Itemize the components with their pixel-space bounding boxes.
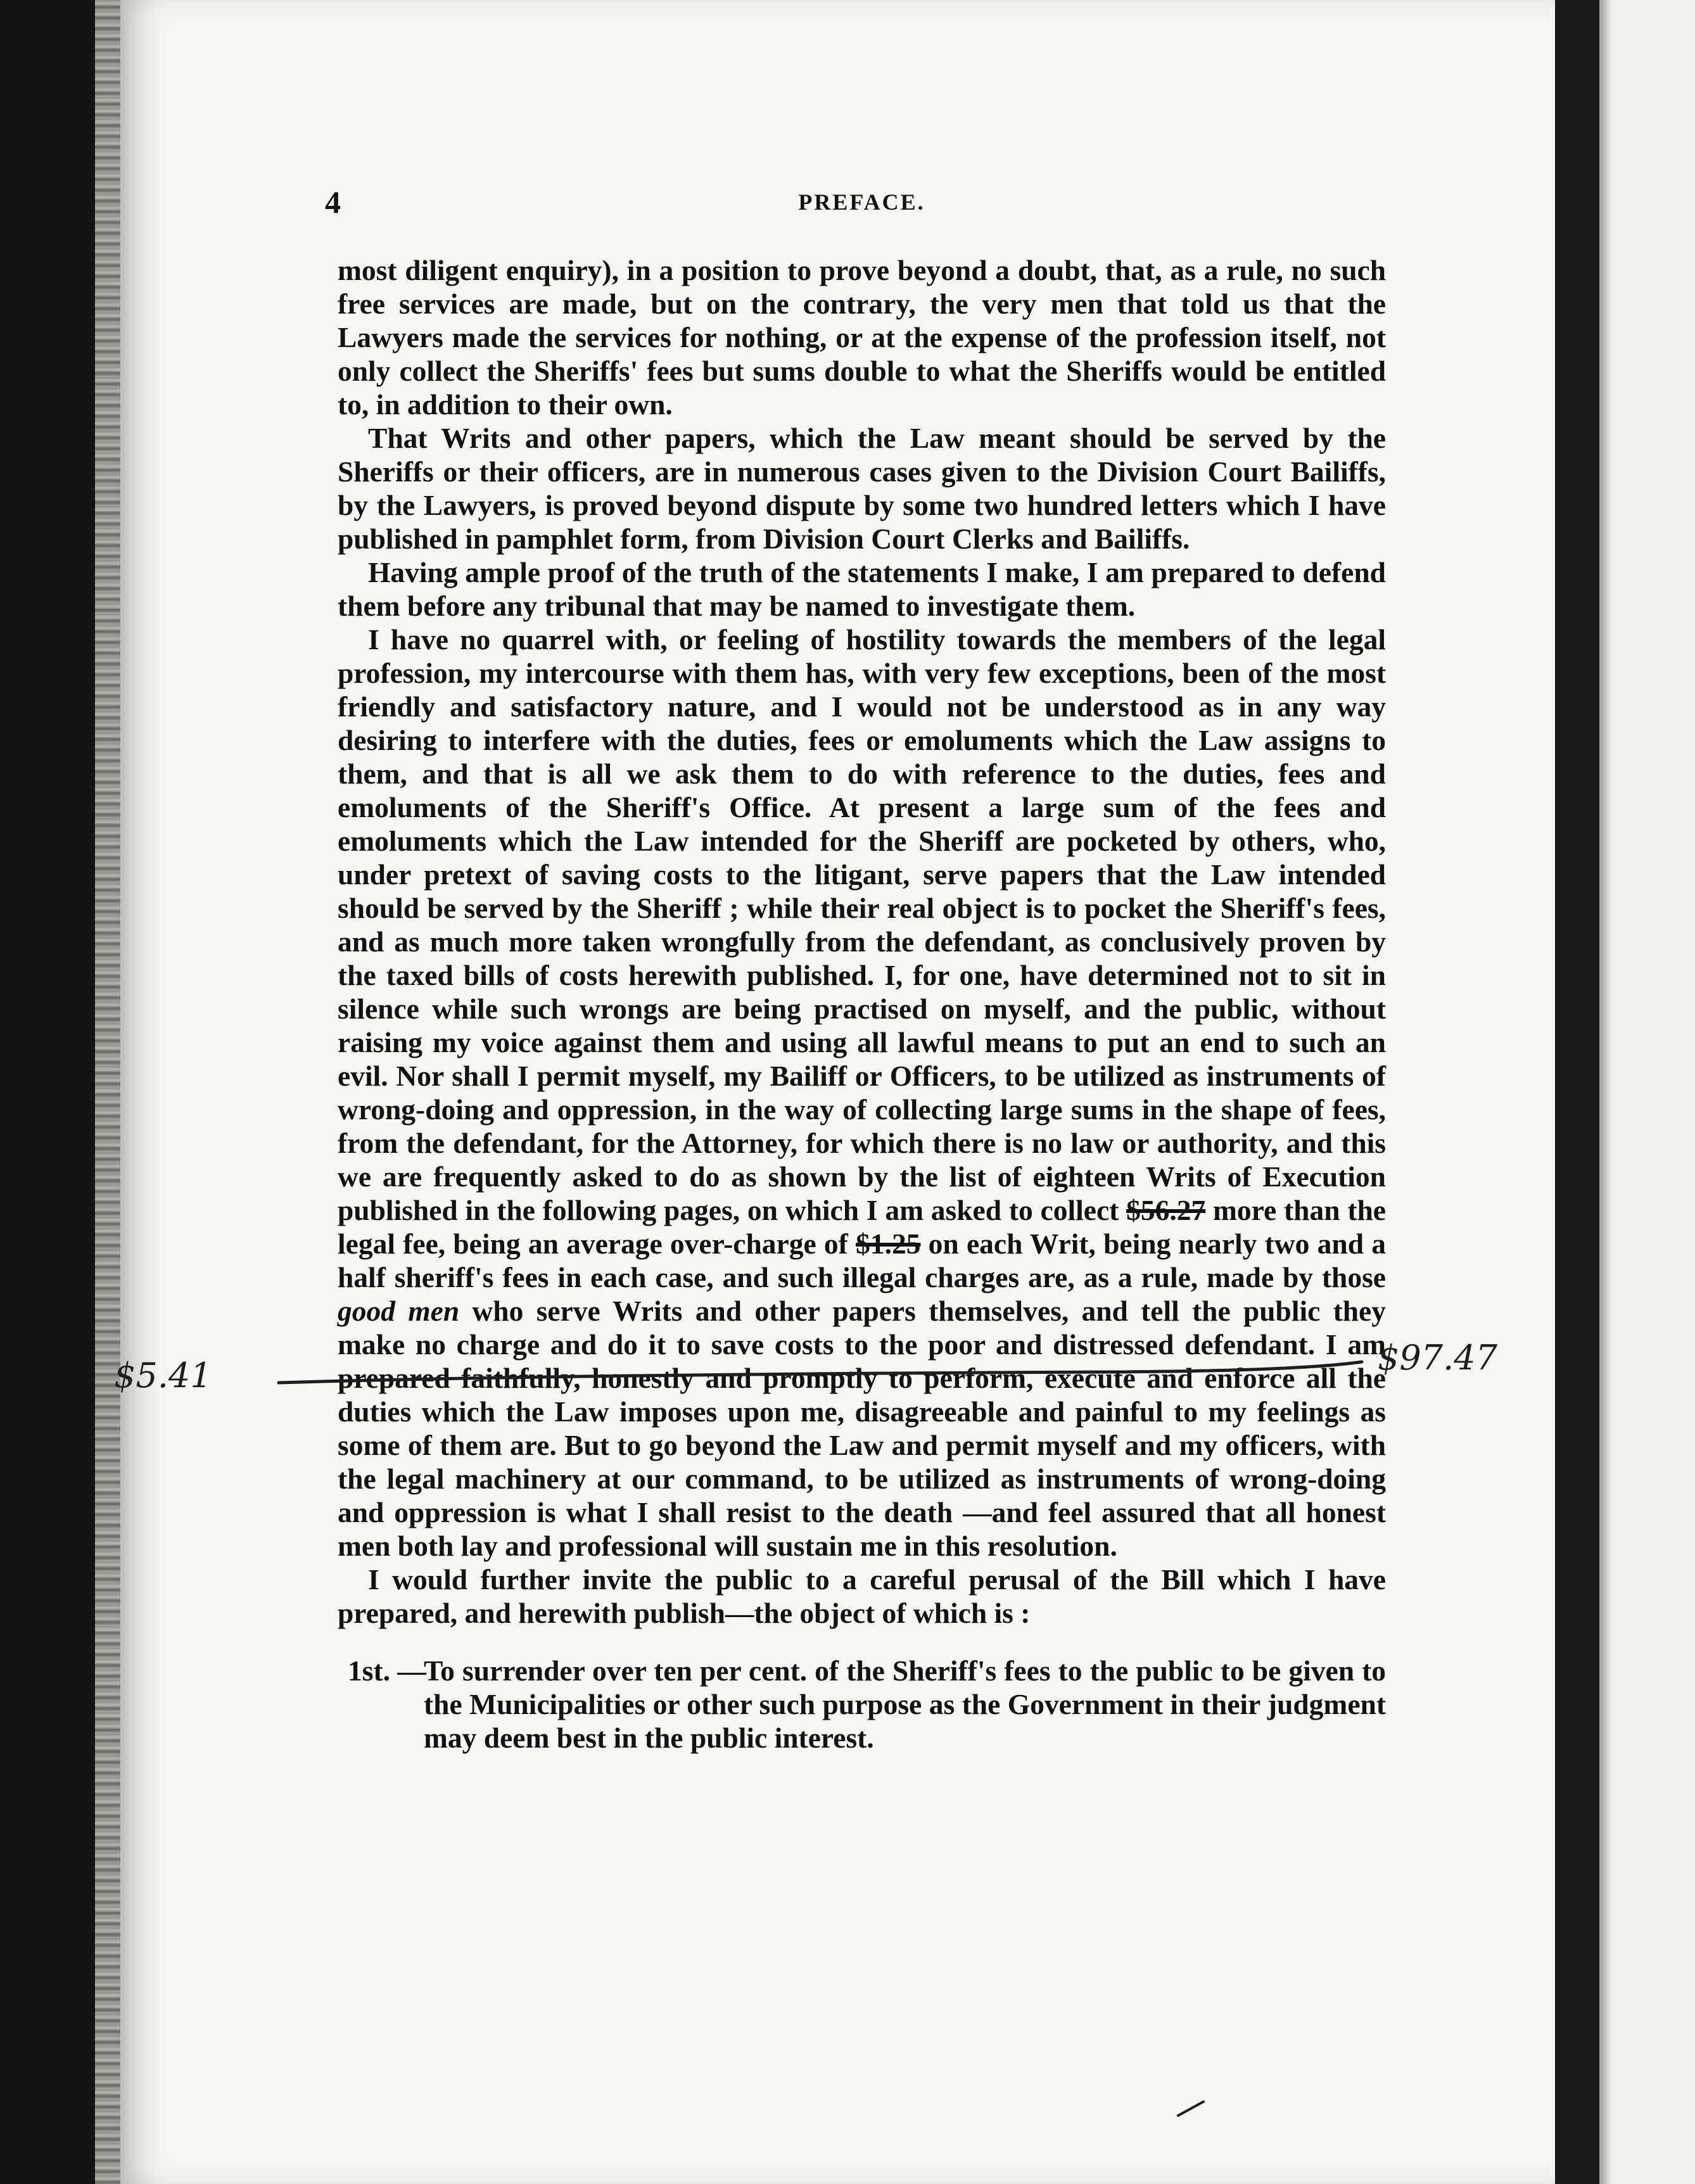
facing-page: [1599, 0, 1695, 2184]
struck-amount: $56.27: [1126, 1194, 1206, 1226]
paragraph-text: who serve Writs and other papers themselves, and tell the public they make no charge and do it to save costs to the poor and distressed defendant. I am prepared faithfully, honestly and promptly to perform, execute and enforce all the duties which the Law imposes upon me, disagreeable and painful to my feelings as some of them are. But to go beyond the Law and permit myself and my officers, with the legal machinery at our command, to be utilized as instruments of wrong-doing and oppression is what I shall resist to the death —and feel assured that all honest men both lay and professional will sustain me in this resolution.: [338, 1295, 1386, 1562]
page-number: 4: [325, 184, 341, 220]
list-item: [338, 1654, 1386, 1755]
paragraph-text: on each Writ, being nearly two and a half sheriff's fees in each case, and such illegal charges are, as a rule, made by those: [338, 1228, 1386, 1293]
facing-page-shadow: [1599, 0, 1612, 2184]
book-binding: [1555, 0, 1599, 2184]
paragraph-text: more than the legal fee, being an average over-charge of: [338, 1194, 1386, 1260]
page-header: [325, 184, 1386, 253]
struck-amount: $1.25: [856, 1228, 921, 1260]
paragraph-proof: Having ample proof of the truth of the statements I make, I am prepared to defend them before any tribunal that may be named to investigate them.: [338, 556, 1386, 622]
paragraph-text: I have no quarrel with, or feeling of hostility towards the members of the legal profession, my intercourse with them has, with very few exceptions, been of the most friendly and satisfactory nature, and I would not be understood as in any way desiring to interfere with the duties, fees or emoluments which the Law assigns to them, and that is all we ask them to do with reference to the duties, fees and emoluments of the Sheriff's Office. At present a large sum of the fees and emoluments which the Law intended for the Sheriff are pocketed by others, who, under pretext of saving costs to the litigant, serve papers that the Law intended should be served by the Sheriff ; while their real object is to pocket the Sheriff's fees, and as much more taken wrongfully from the defendant, as conclusively proven by the taxed bills of costs herewith published. I, for one, have determined not to sit in silence while such wrongs are being practised on myself, and the public, without raising my voice against them and using all lawful means to put an end to such an evil. Nor shall I permit myself, my Bailiff or Officers, to be utilized as instruments of wrong-doing and oppression, in the way of collecting large sums in the shape of fees, from the defendant, for the Attorney, for which there is no law or authority, and this we are frequently asked to do as shown by the list of eighteen Writs of Execution published in the following pages, on which I am asked to collect: [338, 623, 1386, 1226]
paragraph-continued: most diligent enquiry), in a position to prove beyond a doubt, that, as a rule, no such free services are made, but on the contrary, the very men that told us that the Lawyers made the services for nothing, or at the expense of the profession itself, not only collect the Sheriffs' fees but sums double to what the Sheriffs would be entitled to, in addition to their own.: [338, 254, 1386, 421]
handwritten-margin-note-right: $97.47: [1378, 1338, 1497, 1378]
list-marker: 1st. —: [348, 1654, 426, 1687]
running-head: PREFACE.: [798, 189, 925, 215]
page-body: [325, 184, 1386, 1755]
list-item-text: To surrender over ten per cent. of the Sheriff's fees to the public to be given to the Municipalities or other such purpose as the Government in their judgment may deem best in the public interest.: [424, 1654, 1386, 1754]
handwritten-margin-note-left: $5.41: [114, 1355, 212, 1395]
paragraph-invitation: I would further invite the public to a careful perusal of the Bill which I have prepared, and herewith publish—the object of which is :: [338, 1563, 1386, 1629]
emphasis-text: good men: [338, 1295, 460, 1327]
paragraph-no-quarrel: [338, 623, 1386, 1563]
paragraph-writs: That Writs and other papers, which the Law meant should be served by the Sheriffs or their officers, are in numerous cases given to the Division Court Bailiffs, by the Lawyers, is proved beyond dispute by some two hundred letters which I have published in pamphlet form, from Division Court Clerks and Bailiffs.: [338, 422, 1386, 555]
